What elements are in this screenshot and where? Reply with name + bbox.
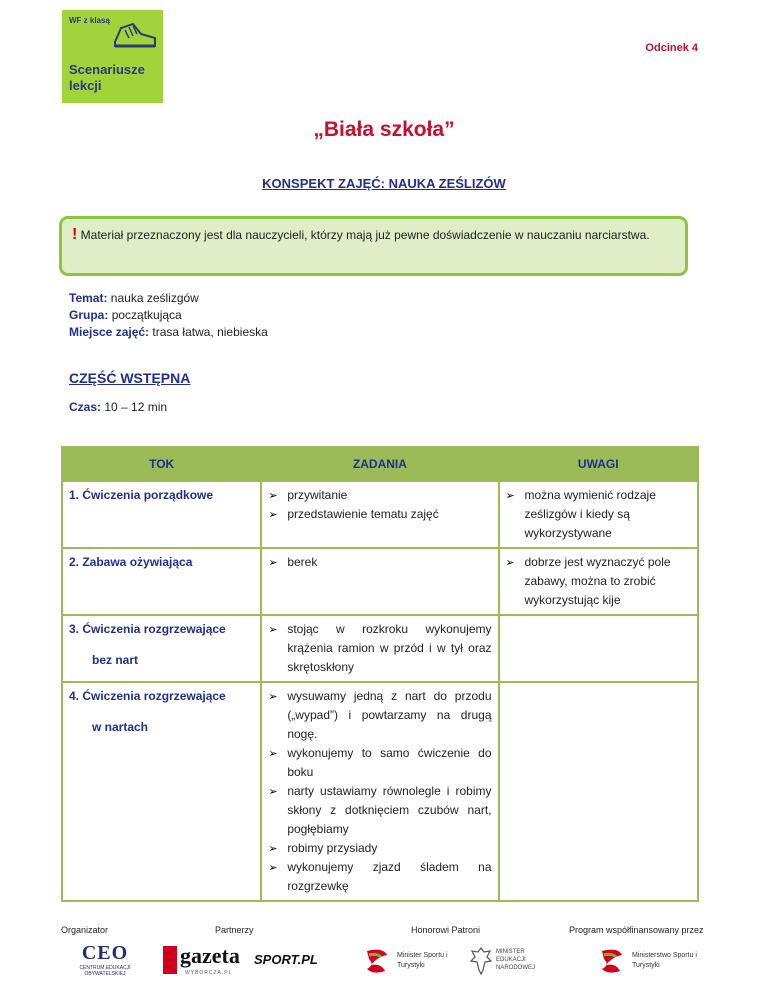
tok-cell bbox=[62, 481, 261, 548]
list-item: ➢ przedstawienie tematu zajęć bbox=[268, 505, 491, 524]
ribbon-icon bbox=[598, 945, 626, 977]
notice-text: Materiał przeznaczony jest dla nauczycieli, którzy mają już pewne doświadczenie w nauczaniu narciarstwa. bbox=[80, 228, 650, 242]
list-item: ➢ robimy przysiady bbox=[268, 839, 491, 858]
zadania-cell bbox=[261, 548, 498, 615]
list-item: ➢ stojąc w rozkroku wykonujemy krążenia ramion w przód i w tył oraz skrętoskłony bbox=[268, 620, 491, 677]
list-item: ➢ można wymienić rodzaje ześlizgów i kiedy są wykorzystywane bbox=[506, 486, 692, 543]
men-logo bbox=[470, 944, 550, 980]
series-logo bbox=[62, 10, 163, 103]
temat-value: nauka ześlizgów bbox=[110, 291, 199, 305]
table-row bbox=[62, 615, 698, 682]
uwagi-cell bbox=[499, 615, 699, 682]
notice-box bbox=[59, 216, 688, 276]
ribbon-icon bbox=[363, 945, 391, 977]
zadania-cell bbox=[261, 682, 498, 901]
tok-label: 1. Ćwiczenia porządkowe bbox=[69, 488, 214, 502]
temat-label: Temat: bbox=[69, 291, 108, 305]
ministry-sport-text: Ministerstwo Sportu i Turystyki bbox=[632, 952, 697, 969]
gazeta-logo-block bbox=[163, 946, 177, 974]
sport-logo: SPORT.PL bbox=[254, 952, 318, 967]
tok-label: 3. Ćwiczenia rozgrzewające bbox=[69, 622, 226, 636]
gazeta-logo bbox=[163, 943, 240, 978]
grupa-label: Grupa: bbox=[69, 308, 109, 322]
lesson-meta bbox=[69, 290, 268, 341]
minister-sport-logo bbox=[363, 945, 483, 981]
table-header-row bbox=[62, 447, 698, 481]
men-text: MINISTER EDUKACJI NARODOWEJ bbox=[496, 949, 535, 971]
footer-program: Program współfinansowany przez bbox=[569, 925, 704, 935]
gazeta-logo-text: gazeta bbox=[180, 943, 240, 968]
list-item: ➢ wysuwamy jedną z nart do przodu („wypad”) i powtarzamy na drugą nogę. bbox=[268, 687, 491, 744]
logo-small-text: WF z klasą bbox=[69, 16, 110, 25]
episode-label: Odcinek 4 bbox=[645, 42, 698, 54]
tok-cell bbox=[62, 615, 261, 682]
exclamation-icon: ! bbox=[72, 226, 78, 243]
miejsce-label: Miejsce zajęć: bbox=[69, 325, 150, 339]
header-uwagi: UWAGI bbox=[499, 447, 699, 481]
ministry-sport-logo bbox=[598, 945, 718, 981]
miejsce-value: trasa łatwa, niebieska bbox=[152, 325, 268, 339]
ceo-logo-text: CENTRUM EDUKACJI OBYWATELSKIEJ bbox=[79, 965, 131, 977]
tok-cell bbox=[62, 682, 261, 901]
footer-patroni: Honorowi Patroni bbox=[411, 925, 481, 935]
time-value: 10 – 12 min bbox=[104, 400, 168, 414]
logo-big-text: Scenariusze lekcji bbox=[69, 62, 145, 93]
time-label: Czas: bbox=[69, 400, 102, 414]
ceo-logo bbox=[60, 943, 150, 977]
section-heading: CZĘŚĆ WSTĘPNA bbox=[69, 370, 191, 386]
tok-sublabel: bez nart bbox=[92, 653, 139, 667]
page-title: „Biała szkoła” bbox=[313, 118, 455, 141]
footer-organizator: Organizator bbox=[61, 925, 109, 935]
minister-sport-text: Minister Sportu i Turystyki bbox=[397, 952, 448, 969]
table-row bbox=[62, 481, 698, 548]
list-item: ➢ narty ustawiamy równolegle i robimy skłony z dotknięciem czubów nart, pogłębiamy bbox=[268, 782, 491, 839]
tok-label: 2. Zabawa ożywiająca bbox=[69, 555, 193, 569]
list-item: ➢ dobrze jest wyznaczyć pole zabawy, można to zrobić wykorzystując kije bbox=[506, 553, 692, 610]
sneaker-icon bbox=[111, 16, 159, 56]
eagle-icon bbox=[470, 946, 492, 976]
header-zadania: ZADANIA bbox=[261, 447, 498, 481]
zadania-cell bbox=[261, 615, 498, 682]
uwagi-cell bbox=[499, 682, 699, 901]
uwagi-cell bbox=[499, 548, 699, 615]
list-item: ➢ przywitanie bbox=[268, 486, 491, 505]
list-item: ➢ wykonujemy zjazd śladem na rozgrzewkę bbox=[268, 858, 491, 896]
page-subtitle: KONSPEKT ZAJĘĆ: NAUKA ZEŚLIZÓW bbox=[262, 176, 506, 191]
lesson-plan-table bbox=[61, 446, 699, 902]
tok-label: 4. Ćwiczenia rozgrzewające bbox=[69, 689, 226, 703]
table-row bbox=[62, 682, 698, 901]
tok-cell bbox=[62, 548, 261, 615]
list-item: ➢ wykonujemy to samo ćwiczenie do boku bbox=[268, 744, 491, 782]
header-tok: TOK bbox=[62, 447, 261, 481]
tok-sublabel: w nartach bbox=[92, 720, 149, 734]
grupa-value: początkująca bbox=[111, 308, 182, 322]
time-line bbox=[69, 400, 167, 414]
footer-partnerzy: Partnerzy bbox=[215, 925, 254, 935]
gazeta-logo-sub: WYBORCZA.PL bbox=[185, 970, 233, 976]
zadania-cell bbox=[261, 481, 498, 548]
ceo-logo-mark: CEO bbox=[81, 942, 129, 964]
uwagi-cell bbox=[499, 481, 699, 548]
table-row bbox=[62, 548, 698, 615]
list-item: ➢ berek bbox=[268, 553, 491, 572]
